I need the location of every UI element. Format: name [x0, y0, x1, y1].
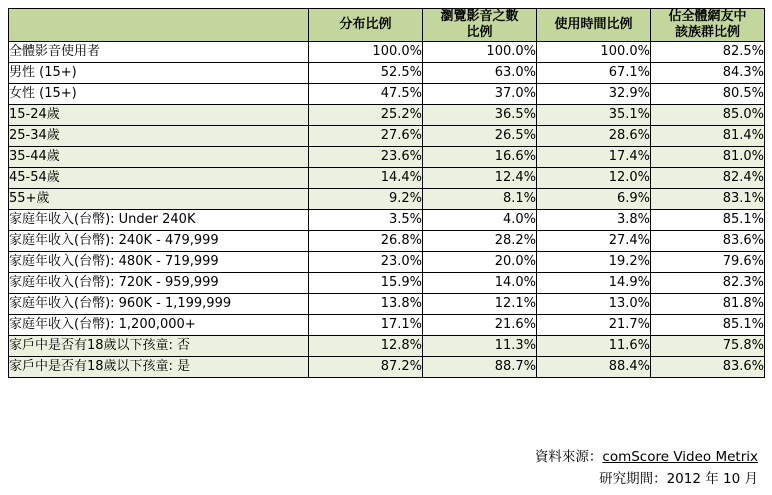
row-value-share-of-total: 83.1%	[651, 189, 765, 210]
row-value-share-of-total: 81.8%	[651, 294, 765, 315]
column-header-share-of-total	[651, 9, 765, 42]
table-row	[9, 252, 765, 273]
column-header-time-spent-text: 使用時間比例	[554, 17, 633, 32]
source-label: 資料來源：	[534, 449, 603, 465]
row-label: 55+歲	[9, 189, 309, 210]
table-row	[9, 105, 765, 126]
row-value-share-of-total: 83.6%	[651, 231, 765, 252]
row-value-distribution: 13.8%	[309, 294, 423, 315]
row-value-share-of-total: 82.4%	[651, 168, 765, 189]
row-label: 家庭年收入(台幣): 240K - 479,999	[9, 231, 309, 252]
row-value-share-of-total: 83.6%	[651, 357, 765, 378]
table-row	[9, 147, 765, 168]
period-value: 2012 年 10 月	[666, 471, 758, 487]
column-header-time-spent	[537, 9, 651, 42]
row-label: 家庭年收入(台幣): 480K - 719,999	[9, 252, 309, 273]
table-row	[9, 84, 765, 105]
row-value-video-views: 8.1%	[423, 189, 537, 210]
row-value-video-views: 11.3%	[423, 336, 537, 357]
table-body	[9, 42, 765, 378]
row-value-distribution: 47.5%	[309, 84, 423, 105]
row-value-video-views: 16.6%	[423, 147, 537, 168]
row-value-time-spent: 6.9%	[537, 189, 651, 210]
row-label: 全體影音使用者	[9, 42, 309, 63]
table-row	[9, 357, 765, 378]
row-value-video-views: 21.6%	[423, 315, 537, 336]
row-value-video-views: 36.5%	[423, 105, 537, 126]
row-value-share-of-total: 79.6%	[651, 252, 765, 273]
row-value-video-views: 88.7%	[423, 357, 537, 378]
row-value-distribution: 15.9%	[309, 273, 423, 294]
column-header-share-of-total-line2: 該族群比例	[674, 25, 740, 40]
row-value-time-spent: 88.4%	[537, 357, 651, 378]
column-header-distribution-text: 分布比例	[339, 17, 392, 32]
row-value-share-of-total: 82.5%	[651, 42, 765, 63]
row-label: 家庭年收入(台幣): 960K - 1,199,999	[9, 294, 309, 315]
row-value-share-of-total: 81.4%	[651, 126, 765, 147]
row-value-time-spent: 17.4%	[537, 147, 651, 168]
row-value-video-views: 28.2%	[423, 231, 537, 252]
table-row	[9, 126, 765, 147]
row-value-distribution: 87.2%	[309, 357, 423, 378]
row-label: 35-44歲	[9, 147, 309, 168]
table-row	[9, 168, 765, 189]
column-header-video-views	[423, 9, 537, 42]
period-label: 研究期間：	[599, 471, 667, 487]
row-value-time-spent: 32.9%	[537, 84, 651, 105]
table-row	[9, 273, 765, 294]
row-value-distribution: 23.6%	[309, 147, 423, 168]
column-header-distribution	[309, 9, 423, 42]
table-row	[9, 315, 765, 336]
row-value-time-spent: 28.6%	[537, 126, 651, 147]
row-value-video-views: 12.1%	[423, 294, 537, 315]
table-row	[9, 231, 765, 252]
row-value-video-views: 12.4%	[423, 168, 537, 189]
row-label: 家庭年收入(台幣): 1,200,000+	[9, 315, 309, 336]
row-label: 女性 (15+)	[9, 84, 309, 105]
row-value-share-of-total: 75.8%	[651, 336, 765, 357]
row-value-distribution: 23.0%	[309, 252, 423, 273]
row-value-video-views: 63.0%	[423, 63, 537, 84]
period-note	[599, 469, 758, 489]
row-value-share-of-total: 84.3%	[651, 63, 765, 84]
row-label: 家戶中是否有18歲以下孩童: 否	[9, 336, 309, 357]
row-value-video-views: 26.5%	[423, 126, 537, 147]
statistics-table	[8, 8, 765, 378]
row-value-time-spent: 14.9%	[537, 273, 651, 294]
row-label: 男性 (15+)	[9, 63, 309, 84]
row-value-video-views: 20.0%	[423, 252, 537, 273]
row-value-share-of-total: 80.5%	[651, 84, 765, 105]
row-value-share-of-total: 85.0%	[651, 105, 765, 126]
table-row	[9, 63, 765, 84]
column-header-video-views-line1: 瀏覽影音之數	[440, 9, 519, 24]
row-value-distribution: 52.5%	[309, 63, 423, 84]
table-row	[9, 210, 765, 231]
row-label: 15-24歲	[9, 105, 309, 126]
row-value-time-spent: 11.6%	[537, 336, 651, 357]
table-row	[9, 42, 765, 63]
row-value-video-views: 37.0%	[423, 84, 537, 105]
row-value-distribution: 26.8%	[309, 231, 423, 252]
row-value-time-spent: 3.8%	[537, 210, 651, 231]
row-value-share-of-total: 85.1%	[651, 315, 765, 336]
table-row	[9, 294, 765, 315]
row-value-distribution: 17.1%	[309, 315, 423, 336]
row-value-distribution: 25.2%	[309, 105, 423, 126]
source-note	[535, 447, 758, 467]
row-value-video-views: 14.0%	[423, 273, 537, 294]
row-value-video-views: 100.0%	[423, 42, 537, 63]
row-value-time-spent: 27.4%	[537, 231, 651, 252]
row-label: 45-54歲	[9, 168, 309, 189]
row-value-time-spent: 35.1%	[537, 105, 651, 126]
row-value-video-views: 4.0%	[423, 210, 537, 231]
row-value-time-spent: 13.0%	[537, 294, 651, 315]
row-label: 家戶中是否有18歲以下孩童: 是	[9, 357, 309, 378]
row-value-distribution: 9.2%	[309, 189, 423, 210]
row-label: 家庭年收入(台幣): 720K - 959,999	[9, 273, 309, 294]
table-header	[9, 9, 765, 42]
source-value: comScore Video Metrix	[602, 449, 758, 465]
row-value-distribution: 14.4%	[309, 168, 423, 189]
row-value-distribution: 12.8%	[309, 336, 423, 357]
row-label: 家庭年收入(台幣): Under 240K	[9, 210, 309, 231]
column-header-share-of-total-line1: 佔全體網友中	[668, 9, 747, 24]
row-value-share-of-total: 85.1%	[651, 210, 765, 231]
row-value-distribution: 3.5%	[309, 210, 423, 231]
row-value-time-spent: 67.1%	[537, 63, 651, 84]
row-value-time-spent: 12.0%	[537, 168, 651, 189]
row-value-distribution: 100.0%	[309, 42, 423, 63]
column-header-video-views-line2: 比例	[466, 25, 493, 40]
row-value-distribution: 27.6%	[309, 126, 423, 147]
table-corner-header	[9, 9, 309, 42]
row-label: 25-34歲	[9, 126, 309, 147]
table-row	[9, 336, 765, 357]
row-value-time-spent: 100.0%	[537, 42, 651, 63]
table-row	[9, 189, 765, 210]
row-value-time-spent: 19.2%	[537, 252, 651, 273]
table-header-row	[9, 9, 765, 42]
row-value-share-of-total: 81.0%	[651, 147, 765, 168]
row-value-share-of-total: 82.3%	[651, 273, 765, 294]
row-value-time-spent: 21.7%	[537, 315, 651, 336]
